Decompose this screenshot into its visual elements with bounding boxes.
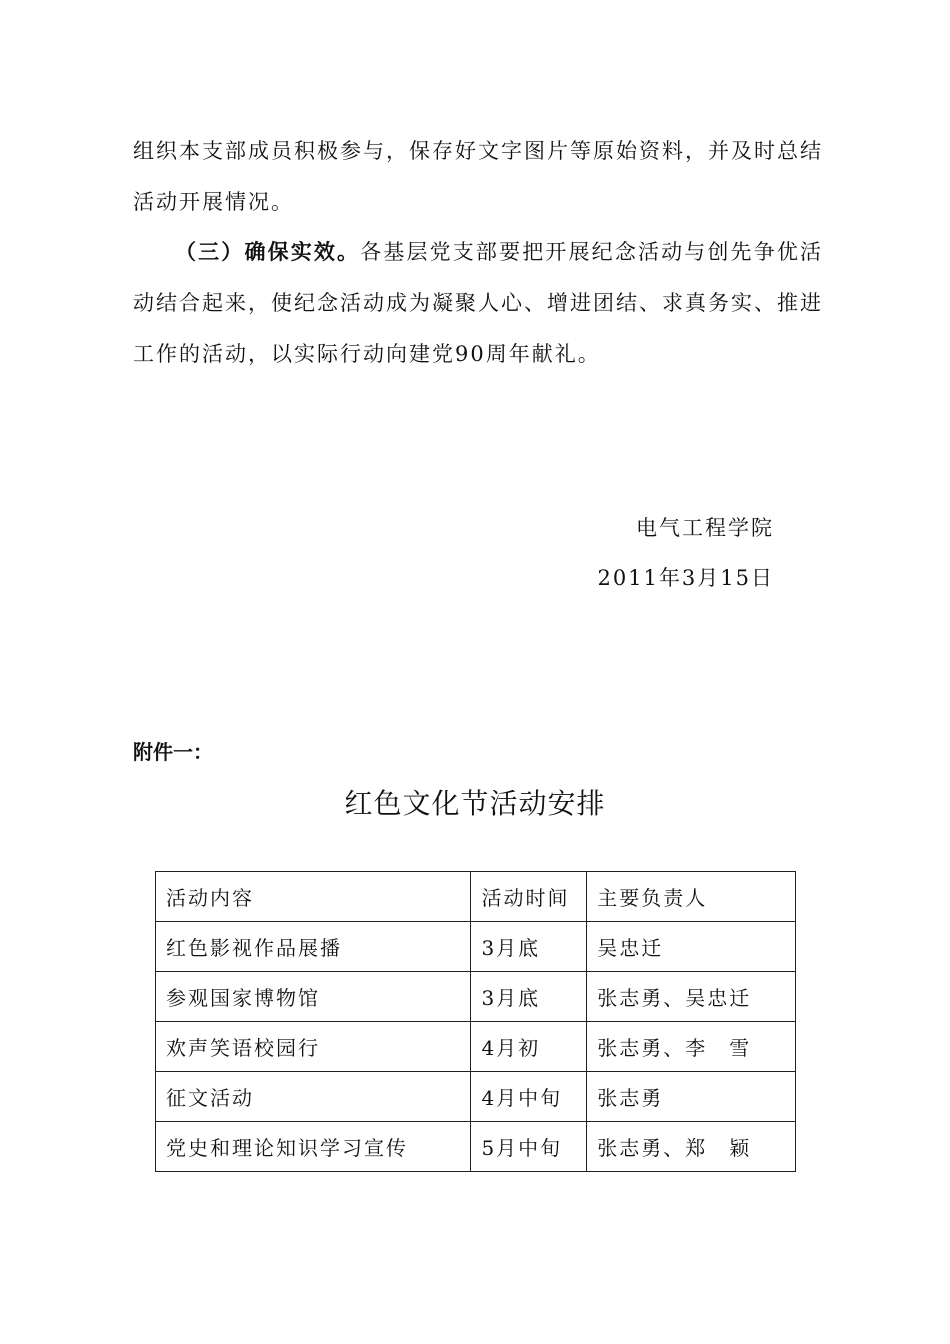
cell-time: 3月底 xyxy=(471,922,587,972)
cell-activity: 党史和理论知识学习宣传 xyxy=(156,1122,471,1172)
header-activity-time: 活动时间 xyxy=(471,872,587,922)
cell-activity: 欢声笑语校园行 xyxy=(156,1022,471,1072)
body-paragraph-1: 组织本支部成员积极参与，保存好文字图片等原始资料，并及时总结活动开展情况。 xyxy=(133,139,823,214)
cell-person: 张志勇、郑 颖 xyxy=(587,1122,796,1172)
signature-date: 2011年3月15日 xyxy=(597,566,774,590)
table-row xyxy=(156,922,796,972)
cell-person: 张志勇、吴忠迁 xyxy=(587,972,796,1022)
cell-time: 4月初 xyxy=(471,1022,587,1072)
header-activity-content: 活动内容 xyxy=(156,872,471,922)
table-row xyxy=(156,1122,796,1172)
section-body-text: 各基层党支部要把开展纪念活动与创先争优活动结合起来，使纪念活动成为凝聚人心、增进团结、求真务实、推进工作的活动，以实际行动向建党90周年献礼。 xyxy=(133,240,824,366)
cell-time: 4月中旬 xyxy=(471,1072,587,1122)
cell-activity: 征文活动 xyxy=(156,1072,471,1122)
cell-person: 吴忠迁 xyxy=(587,922,796,972)
signature-organization: 电气工程学院 xyxy=(636,516,774,540)
cell-activity: 红色影视作品展播 xyxy=(156,922,471,972)
table-row xyxy=(156,972,796,1022)
header-person-in-charge: 主要负责人 xyxy=(587,872,796,922)
body-paragraph-2 xyxy=(133,227,823,380)
cell-person: 张志勇 xyxy=(587,1072,796,1122)
section-heading-ensure-effect: （三）确保实效。 xyxy=(175,240,361,264)
cell-activity: 参观国家博物馆 xyxy=(156,972,471,1022)
table-row xyxy=(156,1022,796,1072)
attachment-label: 附件一： xyxy=(133,740,213,764)
cell-time: 5月中旬 xyxy=(471,1122,587,1172)
activity-schedule-table xyxy=(155,871,796,1172)
table-header-row xyxy=(156,872,796,922)
cell-person: 张志勇、李 雪 xyxy=(587,1022,796,1072)
table-row xyxy=(156,1072,796,1122)
cell-time: 3月底 xyxy=(471,972,587,1022)
attachment-title: 红色文化节活动安排 xyxy=(344,787,606,820)
